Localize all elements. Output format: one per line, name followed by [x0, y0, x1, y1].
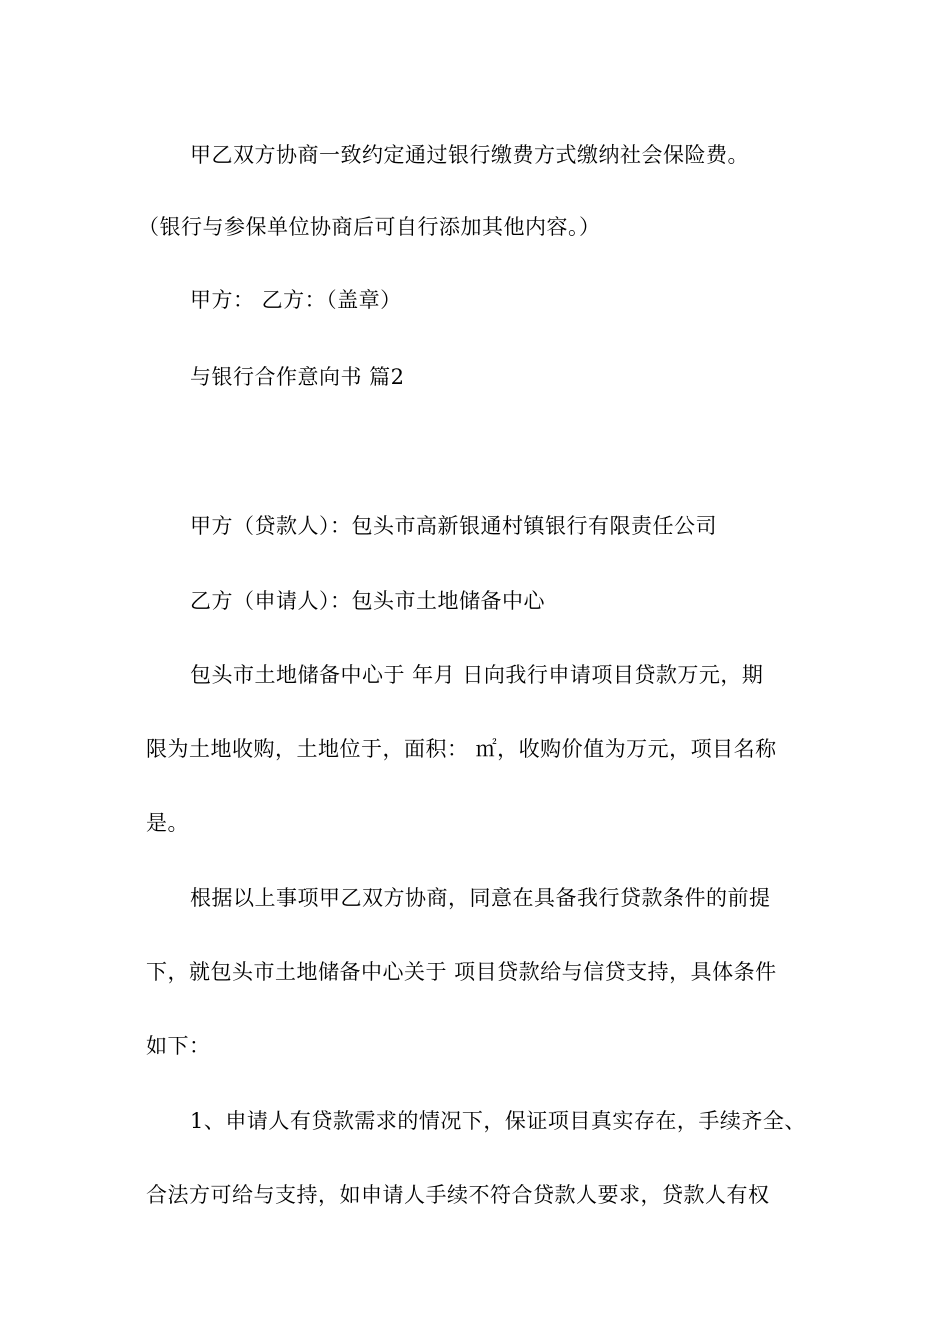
- paragraph-line: 是。: [146, 811, 189, 835]
- paragraph-line: 如下：: [146, 1034, 211, 1058]
- paragraph-line: 根据以上事项甲乙双方协商，同意在具备我行贷款条件的前提: [190, 886, 771, 910]
- section-heading: 与银行合作意向书 篇2: [190, 365, 405, 389]
- party-a-line: 甲方（贷款人）：包头市高新银通村镇银行有限责任公司: [190, 514, 717, 538]
- paragraph-line: 下，就包头市土地储备中心关于 项目贷款给与信贷支持，具体条件: [146, 960, 777, 984]
- party-b-line: 乙方（申请人）：包头市土地储备中心: [190, 589, 545, 613]
- paragraph-line: 1、申请人有贷款需求的情况下，保证项目真实存在，手续齐全、: [190, 1109, 806, 1133]
- paragraph-line: 合法方可给与支持，如申请人手续不符合贷款人要求，贷款人有权: [146, 1183, 770, 1207]
- paragraph-line: 甲乙双方协商一致约定通过银行缴费方式缴纳社会保险费。: [190, 143, 749, 167]
- signature-line: 甲方： 乙方：（盖章）: [190, 288, 402, 312]
- paragraph-line: 限为土地收购，土地位于，面积： ㎡，收购价值为万元，项目名称: [146, 737, 777, 761]
- paragraph-line: （银行与参保单位协商后可自行添加其他内容。）: [138, 215, 601, 239]
- paragraph-line: 包头市土地储备中心于 年月 日向我行申请项目贷款万元，期: [190, 663, 764, 687]
